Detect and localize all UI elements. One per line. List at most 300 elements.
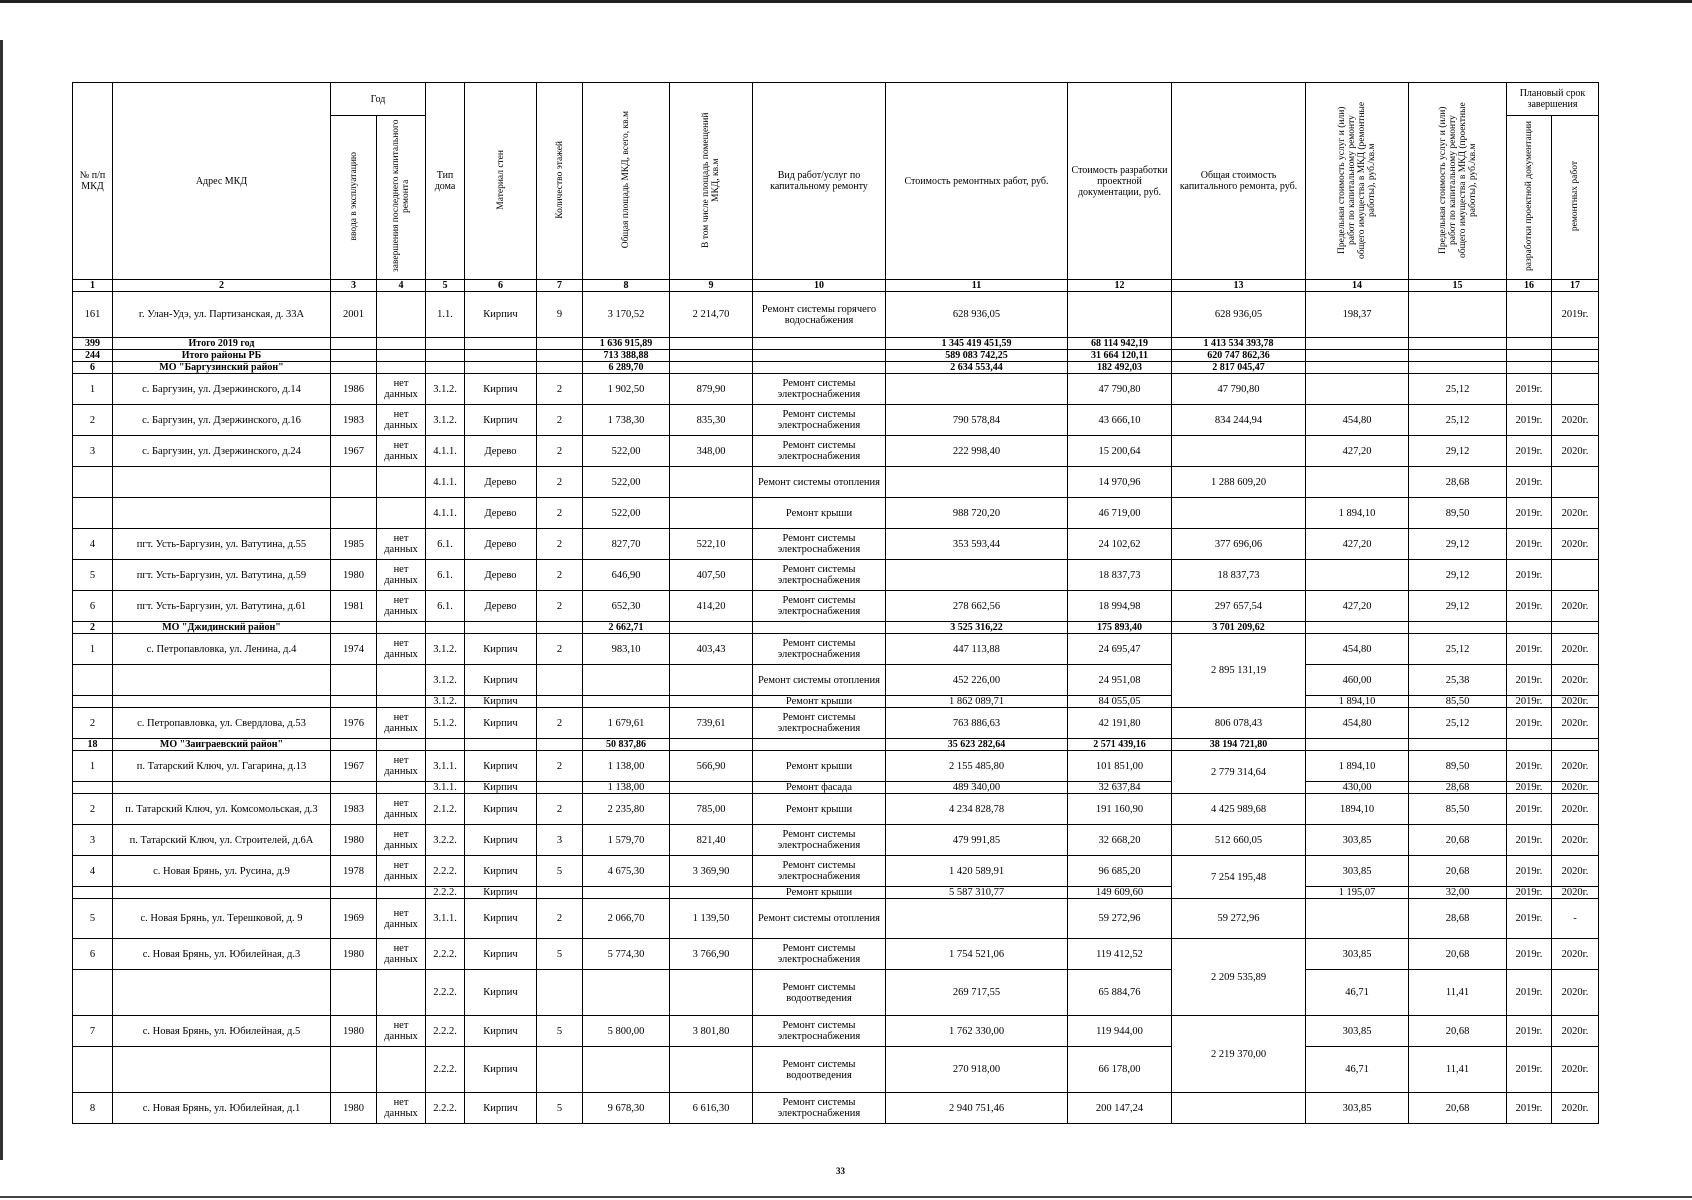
row-year-repair: нет данных <box>377 634 426 665</box>
row-planned-design: 2019г. <box>1507 498 1552 529</box>
row-house-type: 4.1.1. <box>426 498 465 529</box>
table-row <box>73 467 1599 498</box>
row-total-cost: 834 244,94 <box>1172 405 1306 436</box>
row-total-area: 652,30 <box>583 591 670 622</box>
row-total-area: 1 679,61 <box>583 708 670 739</box>
row-floors: 2 <box>537 899 583 939</box>
row-work-type: Ремонт системы электроснабжения <box>753 825 886 856</box>
row-house-type: 2.2.2. <box>426 1016 465 1047</box>
row-wall-material: Дерево <box>465 560 537 591</box>
row-limit-design: 20,68 <box>1409 825 1507 856</box>
row-wall-material: Кирпич <box>465 1093 537 1124</box>
summary-name: Итого районы РБ <box>113 350 331 362</box>
row-house-type: 2.1.2. <box>426 794 465 825</box>
row-total-area: 522,00 <box>583 498 670 529</box>
row-floors: 2 <box>537 560 583 591</box>
row-planned-repair: 2020г. <box>1552 665 1599 696</box>
floors-label: Количество этажей <box>554 140 565 219</box>
row-no: 8 <box>73 1093 113 1124</box>
row-work-type: Ремонт системы отопления <box>753 899 886 939</box>
row-planned-design: 2019г. <box>1507 794 1552 825</box>
row-total-cost: 2 209 535,89 <box>1172 939 1306 1016</box>
row-no: 161 <box>73 292 113 338</box>
row-house-type: 2.2.2. <box>426 1047 465 1093</box>
colnum: 9 <box>670 280 753 292</box>
row-design-cost: 66 178,00 <box>1068 1047 1172 1093</box>
row-address: пгт. Усть-Баргузин, ул. Ватутина, д.59 <box>113 560 331 591</box>
row-year-repair: нет данных <box>377 751 426 782</box>
row-floors: 9 <box>537 292 583 338</box>
summary-name: МО "Баргузинский район" <box>113 362 331 374</box>
row-planned-design: 2019г. <box>1507 665 1552 696</box>
scan-edge-bottom <box>0 1196 1692 1198</box>
row-year-repair: нет данных <box>377 856 426 887</box>
summary-total-cost: 1 413 534 393,78 <box>1172 338 1306 350</box>
row-total-cost: 1 288 609,20 <box>1172 467 1306 498</box>
col-total-cost-header: Общая стоимость капитального ремонта, руб. <box>1172 83 1306 280</box>
row-planned-design <box>1507 292 1552 338</box>
row-repair-cost: 5 587 310,77 <box>886 887 1068 899</box>
colnum: 16 <box>1507 280 1552 292</box>
row-work-type: Ремонт системы электроснабжения <box>753 634 886 665</box>
row-wall-material: Кирпич <box>465 782 537 794</box>
row-limit-design: 25,12 <box>1409 405 1507 436</box>
row-work-type: Ремонт фасада <box>753 782 886 794</box>
row-limit-repair: 1 894,10 <box>1306 751 1409 782</box>
row-work-type: Ремонт крыши <box>753 498 886 529</box>
row-limit-design: 29,12 <box>1409 560 1507 591</box>
row-year-commission: 1976 <box>331 708 377 739</box>
row-planned-repair: 2020г. <box>1552 939 1599 970</box>
row-repair-cost: 479 991,85 <box>886 825 1068 856</box>
row-design-cost: 101 851,00 <box>1068 751 1172 782</box>
row-repair-cost: 1 762 330,00 <box>886 1016 1068 1047</box>
row-limit-repair: 303,85 <box>1306 856 1409 887</box>
row-house-type: 3.2.2. <box>426 825 465 856</box>
row-wall-material: Кирпич <box>465 665 537 696</box>
capital-repair-table <box>72 82 1599 1124</box>
row-floors: 2 <box>537 708 583 739</box>
row-design-cost: 59 272,96 <box>1068 899 1172 939</box>
row-house-type: 3.1.2. <box>426 696 465 708</box>
row-repair-cost <box>886 467 1068 498</box>
row-planned-design: 2019г. <box>1507 591 1552 622</box>
row-planned-repair: - <box>1552 899 1599 939</box>
summary-name: МО "Заиграевский район" <box>113 739 331 751</box>
row-work-type: Ремонт системы электроснабжения <box>753 436 886 467</box>
row-no: 3 <box>73 436 113 467</box>
row-wall-material: Кирпич <box>465 899 537 939</box>
row-limit-repair: 454,80 <box>1306 634 1409 665</box>
colnum: 8 <box>583 280 670 292</box>
summary-row <box>73 362 1599 374</box>
summary-area: 2 662,71 <box>583 622 670 634</box>
limit-repair-label: Предельная стоимость услуг и (или) работ по капитальному ремонту общего имущества в МКД (ремонтные работы), руб./кв.м <box>1337 100 1377 259</box>
row-total-cost: 628 936,05 <box>1172 292 1306 338</box>
row-wall-material: Кирпич <box>465 887 537 899</box>
summary-no: 399 <box>73 338 113 350</box>
row-year-commission: 2001 <box>331 292 377 338</box>
row-wall-material: Кирпич <box>465 405 537 436</box>
row-limit-repair <box>1306 374 1409 405</box>
row-planned-design: 2019г. <box>1507 939 1552 970</box>
row-repair-cost: 2 155 485,80 <box>886 751 1068 782</box>
row-total-area: 522,00 <box>583 436 670 467</box>
col-year-header: Год <box>331 83 426 116</box>
table-row <box>73 1093 1599 1124</box>
colnum: 1 <box>73 280 113 292</box>
row-premises-area: 3 801,80 <box>670 1016 753 1047</box>
row-no: 3 <box>73 825 113 856</box>
row-limit-design: 85,50 <box>1409 696 1507 708</box>
table-row <box>73 1047 1599 1093</box>
row-house-type: 3.1.1. <box>426 899 465 939</box>
row-total-area: 5 774,30 <box>583 939 670 970</box>
row-house-type: 2.2.2. <box>426 856 465 887</box>
row-planned-repair: 2020г. <box>1552 529 1599 560</box>
row-no: 1 <box>73 751 113 782</box>
row-work-type: Ремонт крыши <box>753 887 886 899</box>
table-row <box>73 856 1599 887</box>
summary-total-cost: 2 817 045,47 <box>1172 362 1306 374</box>
row-year-repair: нет данных <box>377 374 426 405</box>
row-house-type: 1.1. <box>426 292 465 338</box>
row-premises-area: 348,00 <box>670 436 753 467</box>
row-planned-design: 2019г. <box>1507 708 1552 739</box>
row-limit-repair: 454,80 <box>1306 708 1409 739</box>
row-total-cost: 7 254 195,48 <box>1172 856 1306 899</box>
summary-area: 50 837,86 <box>583 739 670 751</box>
table-row <box>73 887 1599 899</box>
row-planned-design: 2019г. <box>1507 856 1552 887</box>
colnum: 11 <box>886 280 1068 292</box>
row-planned-repair: 2020г. <box>1552 782 1599 794</box>
row-limit-design: 89,50 <box>1409 498 1507 529</box>
table-row <box>73 696 1599 708</box>
row-limit-repair: 198,37 <box>1306 292 1409 338</box>
row-house-type: 2.2.2. <box>426 887 465 899</box>
colnum: 12 <box>1068 280 1172 292</box>
row-repair-cost: 447 113,88 <box>886 634 1068 665</box>
row-total-area: 5 800,00 <box>583 1016 670 1047</box>
row-design-cost: 149 609,60 <box>1068 887 1172 899</box>
row-premises-area: 3 766,90 <box>670 939 753 970</box>
row-design-cost: 96 685,20 <box>1068 856 1172 887</box>
row-total-cost: 47 790,80 <box>1172 374 1306 405</box>
row-limit-repair: 303,85 <box>1306 1093 1409 1124</box>
row-year-commission: 1967 <box>331 436 377 467</box>
row-year-repair: нет данных <box>377 1093 426 1124</box>
row-year-repair: нет данных <box>377 1016 426 1047</box>
row-design-cost: 18 994,98 <box>1068 591 1172 622</box>
wall-material-label: Материал стен <box>495 149 506 210</box>
row-house-type: 2.2.2. <box>426 939 465 970</box>
row-premises-area: 6 616,30 <box>670 1093 753 1124</box>
table-row <box>73 665 1599 696</box>
summary-no: 18 <box>73 739 113 751</box>
summary-design-cost: 2 571 439,16 <box>1068 739 1172 751</box>
row-no: 1 <box>73 374 113 405</box>
colnum: 7 <box>537 280 583 292</box>
row-planned-design: 2019г. <box>1507 436 1552 467</box>
row-design-cost: 14 970,96 <box>1068 467 1172 498</box>
table-row <box>73 292 1599 338</box>
row-planned-design: 2019г. <box>1507 782 1552 794</box>
row-address: с. Баргузин, ул. Дзержинского, д.24 <box>113 436 331 467</box>
row-wall-material: Кирпич <box>465 374 537 405</box>
row-limit-repair: 303,85 <box>1306 1016 1409 1047</box>
row-house-type: 3.1.2. <box>426 405 465 436</box>
row-no: 2 <box>73 708 113 739</box>
row-limit-repair: 460,00 <box>1306 665 1409 696</box>
row-repair-cost: 222 998,40 <box>886 436 1068 467</box>
row-work-type: Ремонт системы электроснабжения <box>753 1016 886 1047</box>
row-design-cost: 24 102,62 <box>1068 529 1172 560</box>
table-row <box>73 794 1599 825</box>
row-repair-cost: 452 226,00 <box>886 665 1068 696</box>
row-no: 1 <box>73 634 113 665</box>
row-planned-design: 2019г. <box>1507 751 1552 782</box>
col-year-repair-header <box>377 116 426 280</box>
summary-total-cost: 38 194 721,80 <box>1172 739 1306 751</box>
colnum: 4 <box>377 280 426 292</box>
row-work-type: Ремонт системы электроснабжения <box>753 708 886 739</box>
summary-repair-cost: 2 634 553,44 <box>886 362 1068 374</box>
row-limit-repair: 303,85 <box>1306 825 1409 856</box>
row-planned-repair: 2020г. <box>1552 794 1599 825</box>
table-row <box>73 436 1599 467</box>
row-year-commission: 1980 <box>331 1093 377 1124</box>
planned-design-label: разработки проектной документации <box>1524 121 1534 271</box>
row-work-type: Ремонт системы электроснабжения <box>753 939 886 970</box>
col-no-header: № п/п МКД <box>73 83 113 280</box>
row-wall-material: Кирпич <box>465 1016 537 1047</box>
row-year-commission: 1969 <box>331 899 377 939</box>
row-address: п. Татарский Ключ, ул. Комсомольская, д.3 <box>113 794 331 825</box>
row-design-cost <box>1068 292 1172 338</box>
row-limit-design: 20,68 <box>1409 1093 1507 1124</box>
row-repair-cost: 1 862 089,71 <box>886 696 1068 708</box>
row-repair-cost: 988 720,20 <box>886 498 1068 529</box>
row-repair-cost: 1 754 521,06 <box>886 939 1068 970</box>
row-address: с. Новая Брянь, ул. Терешковой, д. 9 <box>113 899 331 939</box>
summary-design-cost: 68 114 942,19 <box>1068 338 1172 350</box>
row-planned-repair: 2020г. <box>1552 634 1599 665</box>
row-design-cost: 43 666,10 <box>1068 405 1172 436</box>
row-year-commission: 1983 <box>331 405 377 436</box>
col-limit-design-header <box>1409 83 1507 280</box>
row-limit-design: 28,68 <box>1409 782 1507 794</box>
row-premises-area: 414,20 <box>670 591 753 622</box>
row-work-type: Ремонт системы электроснабжения <box>753 529 886 560</box>
row-limit-repair <box>1306 560 1409 591</box>
row-floors: 5 <box>537 856 583 887</box>
row-limit-repair: 46,71 <box>1306 1047 1409 1093</box>
col-total-area-header <box>583 83 670 280</box>
row-year-repair: нет данных <box>377 794 426 825</box>
row-repair-cost: 353 593,44 <box>886 529 1068 560</box>
row-planned-repair: 2019г. <box>1552 292 1599 338</box>
row-planned-design: 2019г. <box>1507 899 1552 939</box>
row-address: с. Петропавловка, ул. Ленина, д.4 <box>113 634 331 665</box>
row-limit-design: 25,12 <box>1409 634 1507 665</box>
row-year-repair: нет данных <box>377 825 426 856</box>
row-year-commission: 1967 <box>331 751 377 782</box>
row-planned-repair: 2020г. <box>1552 708 1599 739</box>
row-year-repair: нет данных <box>377 405 426 436</box>
total-area-label: Общая площадь МКД, всего, кв.м <box>621 110 631 249</box>
row-design-cost: 18 837,73 <box>1068 560 1172 591</box>
row-limit-repair: 427,20 <box>1306 436 1409 467</box>
row-work-type: Ремонт системы отопления <box>753 467 886 498</box>
row-house-type: 6.1. <box>426 591 465 622</box>
row-address: пгт. Усть-Баргузин, ул. Ватутина, д.55 <box>113 529 331 560</box>
row-design-cost: 46 719,00 <box>1068 498 1172 529</box>
row-planned-repair: 2020г. <box>1552 1093 1599 1124</box>
row-total-cost <box>1172 498 1306 529</box>
summary-row <box>73 739 1599 751</box>
summary-repair-cost: 35 623 282,64 <box>886 739 1068 751</box>
row-floors: 5 <box>537 1016 583 1047</box>
col-house-type-header: Тип дома <box>426 83 465 280</box>
row-premises-area: 879,90 <box>670 374 753 405</box>
row-address: с. Новая Брянь, ул. Юбилейная, д.5 <box>113 1016 331 1047</box>
row-limit-repair: 303,85 <box>1306 939 1409 970</box>
row-premises-area: 2 214,70 <box>670 292 753 338</box>
row-no: 6 <box>73 939 113 970</box>
col-limit-repair-header <box>1306 83 1409 280</box>
row-limit-repair <box>1306 467 1409 498</box>
scan-edge-top <box>0 0 1692 3</box>
row-limit-design: 11,41 <box>1409 970 1507 1016</box>
table-row <box>73 751 1599 782</box>
row-planned-design: 2019г. <box>1507 374 1552 405</box>
row-wall-material: Кирпич <box>465 634 537 665</box>
row-work-type: Ремонт крыши <box>753 751 886 782</box>
col-wall-material-header <box>465 83 537 280</box>
row-total-cost: 59 272,96 <box>1172 899 1306 939</box>
table-row <box>73 970 1599 1016</box>
table-row <box>73 560 1599 591</box>
summary-repair-cost: 589 083 742,25 <box>886 350 1068 362</box>
row-planned-design: 2019г. <box>1507 825 1552 856</box>
row-year-repair: нет данных <box>377 436 426 467</box>
row-planned-repair: 2020г. <box>1552 436 1599 467</box>
row-limit-repair: 1894,10 <box>1306 794 1409 825</box>
row-planned-repair: 2020г. <box>1552 970 1599 1016</box>
page-number: 33 <box>836 1166 845 1176</box>
summary-no: 2 <box>73 622 113 634</box>
summary-area: 6 289,70 <box>583 362 670 374</box>
row-total-cost <box>1172 436 1306 467</box>
row-limit-design: 29,12 <box>1409 529 1507 560</box>
row-planned-repair: 2020г. <box>1552 591 1599 622</box>
table-row <box>73 782 1599 794</box>
row-total-area: 2 066,70 <box>583 899 670 939</box>
row-total-area: 827,70 <box>583 529 670 560</box>
row-house-type: 3.1.2. <box>426 665 465 696</box>
row-no: 2 <box>73 794 113 825</box>
row-house-type: 5.1.2. <box>426 708 465 739</box>
row-design-cost: 65 884,76 <box>1068 970 1172 1016</box>
col-floors-header <box>537 83 583 280</box>
summary-total-cost: 620 747 862,36 <box>1172 350 1306 362</box>
row-year-commission: 1986 <box>331 374 377 405</box>
row-limit-design: 29,12 <box>1409 591 1507 622</box>
row-design-cost: 191 160,90 <box>1068 794 1172 825</box>
colnum: 15 <box>1409 280 1507 292</box>
row-limit-design: 89,50 <box>1409 751 1507 782</box>
row-year-repair: нет данных <box>377 529 426 560</box>
row-year-repair: нет данных <box>377 899 426 939</box>
row-address: с. Новая Брянь, ул. Русина, д.9 <box>113 856 331 887</box>
row-wall-material: Дерево <box>465 498 537 529</box>
row-house-type: 3.1.1. <box>426 751 465 782</box>
row-work-type: Ремонт системы электроснабжения <box>753 560 886 591</box>
row-work-type: Ремонт системы горячего водоснабжения <box>753 292 886 338</box>
row-floors: 2 <box>537 467 583 498</box>
row-work-type: Ремонт системы электроснабжения <box>753 405 886 436</box>
row-address: с. Петропавловка, ул. Свердлова, д.53 <box>113 708 331 739</box>
row-design-cost: 32 668,20 <box>1068 825 1172 856</box>
row-work-type: Ремонт системы электроснабжения <box>753 1093 886 1124</box>
row-floors: 2 <box>537 751 583 782</box>
row-planned-design: 2019г. <box>1507 529 1552 560</box>
row-premises-area: 835,30 <box>670 405 753 436</box>
row-year-repair: нет данных <box>377 708 426 739</box>
summary-repair-cost: 3 525 316,22 <box>886 622 1068 634</box>
row-repair-cost: 270 918,00 <box>886 1047 1068 1093</box>
row-floors: 3 <box>537 825 583 856</box>
row-repair-cost <box>886 374 1068 405</box>
row-total-area: 2 235,80 <box>583 794 670 825</box>
row-limit-repair: 427,20 <box>1306 591 1409 622</box>
row-repair-cost: 4 234 828,78 <box>886 794 1068 825</box>
column-numbers-row <box>73 280 1599 292</box>
table-row <box>73 825 1599 856</box>
row-house-type: 4.1.1. <box>426 467 465 498</box>
row-wall-material: Кирпич <box>465 939 537 970</box>
row-limit-repair: 430,00 <box>1306 782 1409 794</box>
row-total-area: 1 138,00 <box>583 751 670 782</box>
row-year-commission: 1981 <box>331 591 377 622</box>
row-design-cost: 42 191,80 <box>1068 708 1172 739</box>
row-limit-repair: 1 894,10 <box>1306 498 1409 529</box>
summary-no: 244 <box>73 350 113 362</box>
row-work-type: Ремонт системы электроснабжения <box>753 856 886 887</box>
row-address: с. Баргузин, ул. Дзержинского, д.16 <box>113 405 331 436</box>
row-year-commission: 1974 <box>331 634 377 665</box>
row-planned-repair <box>1552 467 1599 498</box>
row-total-area: 9 678,30 <box>583 1093 670 1124</box>
row-design-cost: 84 055,05 <box>1068 696 1172 708</box>
row-house-type: 2.2.2. <box>426 970 465 1016</box>
summary-name: Итого 2019 год <box>113 338 331 350</box>
row-planned-repair: 2020г. <box>1552 405 1599 436</box>
year-repair-label: завершения последнего капитального ремонта <box>391 119 411 273</box>
row-address: с. Баргузин, ул. Дзержинского, д.14 <box>113 374 331 405</box>
colnum: 17 <box>1552 280 1599 292</box>
row-work-type: Ремонт крыши <box>753 794 886 825</box>
row-wall-material: Кирпич <box>465 292 537 338</box>
row-design-cost: 15 200,64 <box>1068 436 1172 467</box>
col-planned-repair-header <box>1552 116 1599 280</box>
row-design-cost: 24 695,47 <box>1068 634 1172 665</box>
row-repair-cost: 269 717,55 <box>886 970 1068 1016</box>
row-address: пгт. Усть-Баргузин, ул. Ватутина, д.61 <box>113 591 331 622</box>
row-wall-material: Дерево <box>465 529 537 560</box>
colnum: 5 <box>426 280 465 292</box>
